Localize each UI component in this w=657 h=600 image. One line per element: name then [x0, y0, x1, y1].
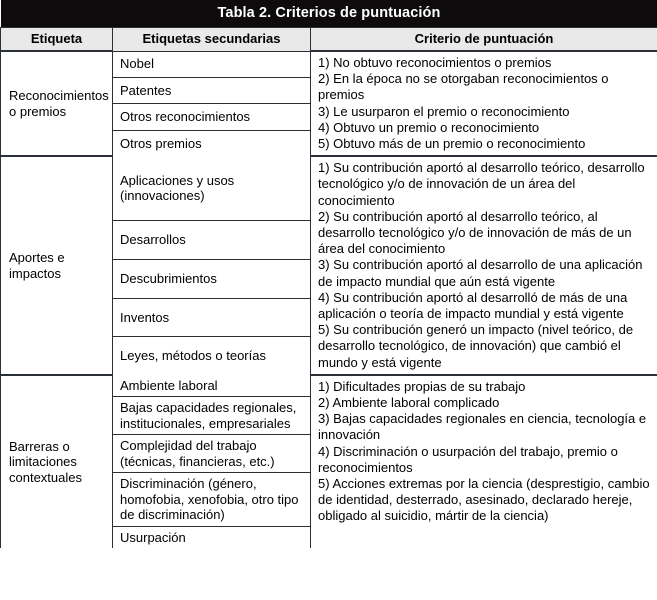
table-title-row [1, 0, 657, 28]
column-header-2: Criterio de puntuación [311, 28, 657, 52]
criteria-item: 3) Le usurparon el premio o reconocimiento [318, 103, 570, 119]
label-cell: Reconocimientos o premios [1, 51, 113, 156]
table-row [1, 375, 657, 397]
secondary-label-cell: Otros premios [113, 130, 311, 156]
criteria-list [318, 55, 651, 152]
criteria-item: 1) No obtuvo reconocimientos o premios [318, 55, 552, 70]
secondary-label-cell: Leyes, métodos o teorías [113, 337, 311, 375]
table-row [1, 51, 657, 77]
secondary-label-cell: Desarrollos [113, 221, 311, 260]
secondary-label-cell: Patentes [113, 77, 311, 103]
criteria-item: 5) Acciones extremas por la ciencia (desprestigio, cambio de identidad, desterrado, asesinado, declarado hereje, obligado al suicidio, mártir de la ciencia) [318, 476, 650, 524]
secondary-label-cell: Otros reconocimientos [113, 104, 311, 130]
criteria-cell [311, 156, 657, 375]
criteria-item: 4) Obtuvo un premio o reconocimiento [318, 119, 540, 135]
secondary-label-cell: Bajas capacidades regionales, institucionales, empresariales [113, 397, 311, 435]
criteria-list [318, 379, 651, 525]
page-title: Tabla 2. Criterios de puntuación [1, 0, 657, 28]
label-cell: Aportes e impactos [1, 156, 113, 375]
secondary-label-cell: Aplicaciones y usos (innovaciones) [113, 156, 311, 221]
criteria-cell [311, 51, 657, 156]
criteria-item: 2) En la época no se otorgaban reconocimientos o premios [318, 71, 609, 103]
label-cell: Barreras o limitaciones contextuales [1, 375, 113, 549]
table-row [1, 156, 657, 221]
secondary-label-cell: Discriminación (género, homofobia, xenofobia, otro tipo de discriminación) [113, 473, 311, 527]
secondary-label-cell: Descubrimientos [113, 260, 311, 299]
table-header-row [1, 28, 657, 52]
secondary-label-cell: Inventos [113, 298, 311, 337]
criteria-item: 2) Ambiente laboral complicado [318, 395, 500, 411]
criteria-item: 2) Su contribución aportó al desarrollo teórico, al desarrollo tecnológico y/o de innovación de más de un área del conocimiento [318, 208, 632, 257]
secondary-label-cell: Nobel [113, 51, 311, 77]
criteria-item: 5) Su contribución generó un impacto (nivel teórico, de desarrollo tecnológico, de innovación) que cambió el mundo y está vigente [318, 322, 634, 370]
criteria-item: 4) Su contribución aportó al desarrolló de más de una aplicación o teoría de impacto mundial y está vigente [318, 289, 628, 322]
criteria-item: 3) Su contribución aportó al desarrollo de una aplicación de impacto mundial que aún está vigente [318, 257, 643, 289]
secondary-label-cell: Usurpación [113, 526, 311, 548]
criteria-list [318, 160, 651, 371]
criteria-item: 1) Su contribución aportó al desarrollo teórico, desarrollo tecnológico y/o de innovación de un área del conocimiento [318, 160, 645, 208]
criteria-item: 3) Bajas capacidades regionales en ciencia, tecnología e innovación [318, 411, 647, 443]
criteria-item: 5) Obtuvo más de un premio o reconocimiento [318, 136, 586, 152]
criteria-cell [311, 375, 657, 549]
column-header-1: Etiquetas secundarias [113, 28, 311, 52]
secondary-label-cell: Ambiente laboral [113, 375, 311, 397]
column-header-0: Etiqueta [1, 28, 113, 52]
criteria-item: 4) Discriminación o usurpación del trabajo, premio o reconocimientos [318, 443, 618, 475]
criteria-item: 1) Dificultades propias de su trabajo [318, 378, 526, 394]
secondary-label-cell: Complejidad del trabajo (técnicas, financieras, etc.) [113, 435, 311, 473]
